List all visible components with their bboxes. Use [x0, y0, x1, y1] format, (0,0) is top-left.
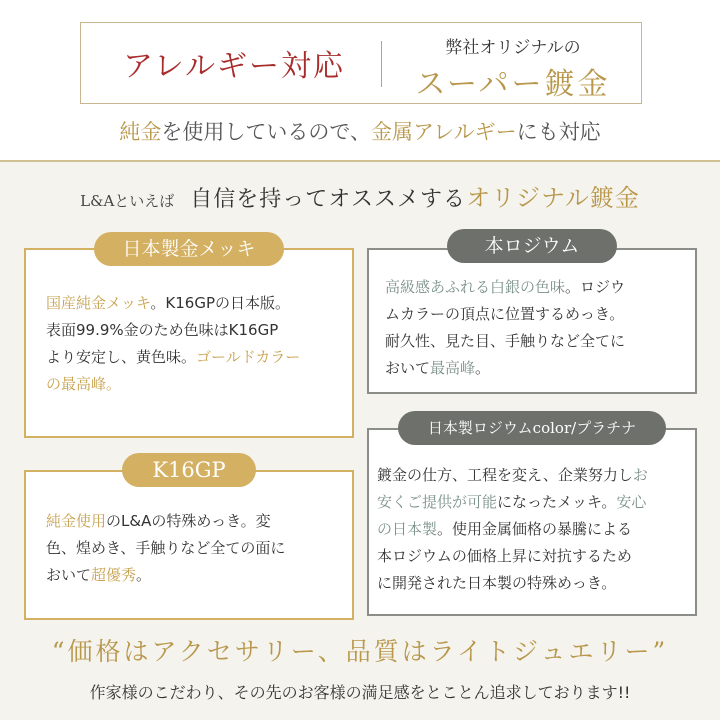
highlight-text: の最高峰。: [46, 375, 122, 393]
card-text-line: [46, 508, 346, 535]
body-text: より安定し、黄色味。: [46, 348, 197, 366]
subtitle-text-1: を使用しているので、: [161, 120, 371, 144]
card-text-line: [377, 462, 695, 489]
subtitle-metal-allergy: 金属アレルギー: [370, 120, 517, 144]
body-text: ムカラーの頂点に位置するめっき。: [385, 305, 625, 323]
body-text: に開発された日本製の特殊めっき。: [377, 574, 617, 592]
card-text-line: [385, 274, 691, 301]
card-text-line: [46, 371, 346, 398]
body-text: 表面99.9%金のため色味はK16GP: [46, 321, 279, 339]
card-text-line: [46, 344, 346, 371]
footer-message: 作家様のこだわり、その先のお客様の満足感をとことん追求しております!!: [89, 683, 631, 702]
card-text-line: [46, 290, 346, 317]
card-hon-rhodium: [367, 248, 697, 394]
body-text: のL&Aの特殊めっき。変: [106, 512, 271, 530]
card-k16gp: [24, 470, 354, 620]
card-text-line: [385, 355, 691, 382]
intro-line: [0, 178, 720, 213]
top-banner: [0, 0, 720, 160]
body-text: 色、煌めき、手触りなど全ての面に: [46, 539, 286, 557]
subtitle: [0, 116, 720, 146]
card-text-line: [385, 328, 691, 355]
intro-brand: L&Aといえば: [80, 192, 175, 210]
super-plating-title: スーパー鍍金: [415, 67, 611, 102]
card-text-line: [377, 543, 695, 570]
highlight-text: ゴールドカラー: [196, 348, 301, 366]
subtitle-text-2: にも対応: [516, 120, 601, 144]
quote: “価格はアクセサリー、品質はライトジュエリー”: [51, 637, 669, 666]
body-text: 。ロジウ: [565, 278, 626, 296]
body-text: おいて: [46, 566, 92, 584]
title-frame: [80, 22, 642, 104]
body-text: 。使用金属価格の暴騰による: [437, 520, 633, 538]
card-text-line: [377, 516, 695, 543]
gold-divider-line: [0, 160, 720, 162]
highlight-text: 超優秀: [91, 566, 137, 584]
body-text: おいて: [385, 359, 431, 377]
subtitle-pure-gold: 純金: [119, 120, 162, 144]
highlight-text: 最高峰: [430, 359, 476, 377]
pill-k16gp: K16GP: [122, 453, 256, 487]
pill-nihon-gold-plating: 日本製金メッキ: [94, 232, 284, 266]
card-text-line: [377, 570, 695, 597]
card-text-line: [46, 535, 346, 562]
card-text: [377, 462, 695, 597]
allergy-title: アレルギー対応: [122, 49, 346, 84]
card-text-line: [46, 562, 346, 589]
body-text: 耐久性、見た目、手触りなど全てに: [385, 332, 626, 350]
card-text-line: [385, 301, 691, 328]
card-text: [385, 274, 691, 382]
body-text: 。: [136, 566, 152, 584]
body-text: 鍍金の仕方、工程を変え、企業努力し: [377, 466, 633, 484]
intro-original-plating: オリジナル鍍金: [466, 184, 640, 212]
highlight-text: お: [632, 466, 648, 484]
highlight-text: 高級感あふれる白銀の色味: [385, 278, 566, 296]
card-nihon-gold-plating: [24, 248, 354, 438]
body-text: 本ロジウムの価格上昇に対抗するため: [377, 547, 632, 565]
card-text-line: [46, 317, 346, 344]
highlight-text: 安くご提供が可能: [377, 493, 498, 511]
pill-rhodium-color-platinum: 日本製ロジウムcolor/プラチナ: [398, 411, 666, 445]
original-label: 弊社オリジナルの: [445, 38, 581, 58]
card-text: [46, 290, 346, 398]
highlight-text: 国産純金メッキ: [46, 294, 151, 312]
highlight-text: の日本製: [377, 520, 438, 538]
pill-hon-rhodium: 本ロジウム: [447, 229, 617, 263]
intro-main: 自信を持ってオススメする: [190, 187, 467, 212]
body-text: 。: [475, 359, 491, 377]
highlight-text: 安心: [616, 493, 647, 511]
card-rhodium-color-platinum: [367, 428, 697, 616]
body-text: になったメッキ。: [497, 493, 617, 511]
highlight-text: 純金使用: [46, 512, 107, 530]
card-text: [46, 508, 346, 589]
title-divider: [381, 41, 382, 87]
body-text: 。K16GPの日本版。: [150, 294, 290, 312]
card-text-line: [377, 489, 695, 516]
